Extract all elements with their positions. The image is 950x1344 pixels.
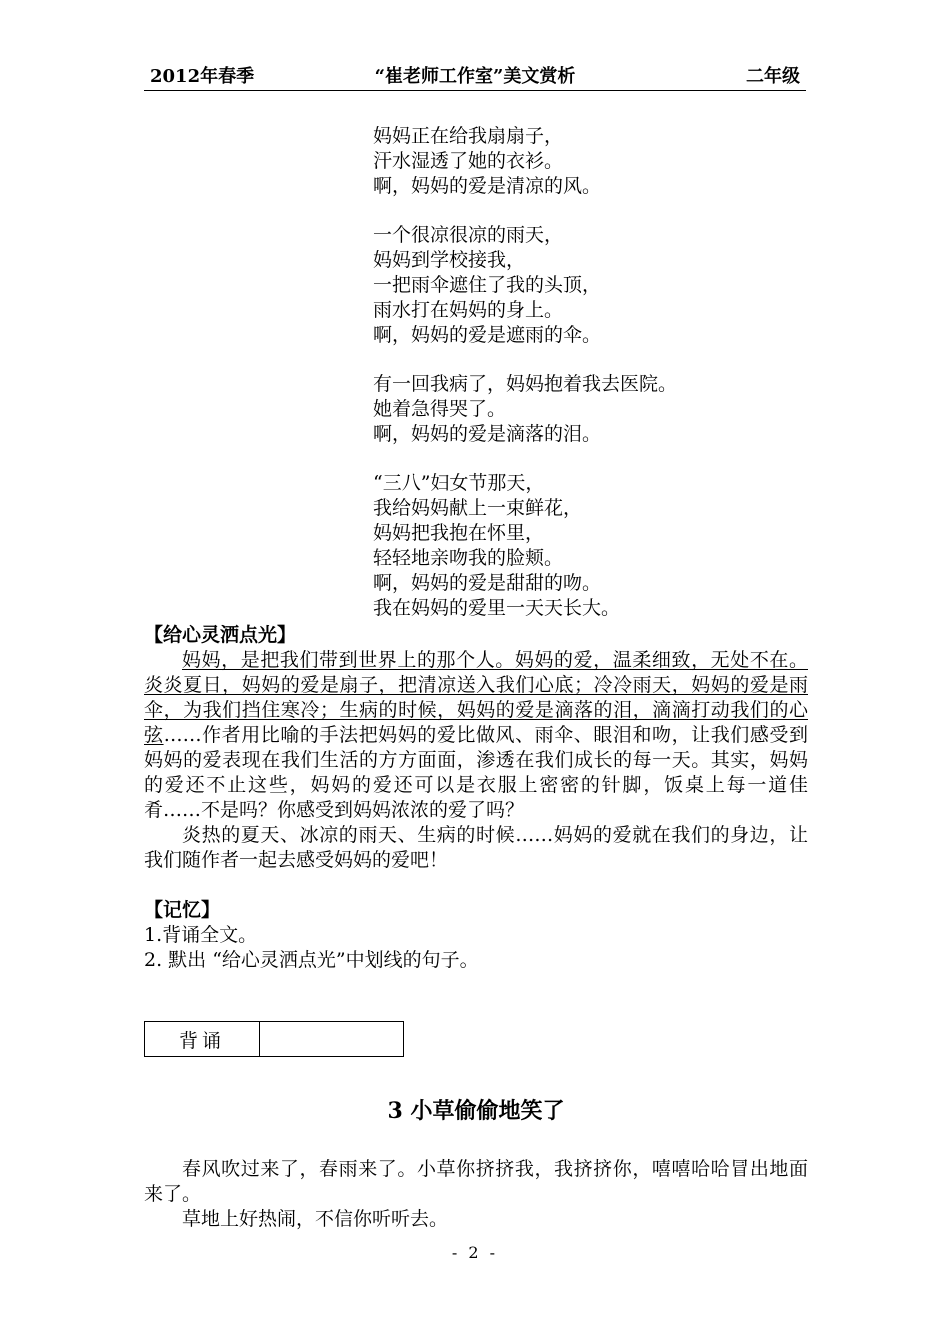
page-header (144, 66, 806, 91)
page-number: - 2 - (451, 1243, 499, 1262)
poem-line: 一个很凉很凉的雨天， (373, 224, 564, 246)
insight-title: 【给心灵洒点光】 (144, 624, 297, 646)
insight-paragraph-1 (144, 648, 808, 823)
poem-line: 我在妈妈的爱里一天天长大。 (373, 597, 621, 619)
poem-line: 汗水湿透了她的衣衫。 (373, 150, 564, 172)
commentary-section (144, 623, 808, 973)
underlined-sentences: 妈妈，是把我们带到世界上的那个人。妈妈的爱，温柔细致，无处不在。炎炎夏日，妈妈的爱是扇子，把清凉送入我们心底；冷冷雨天，妈妈的爱是雨伞，为我们挡住寒冷；生病的时候，妈妈的爱是滴落的泪，滴滴打动我们的心弦 (144, 649, 808, 746)
poem-line: 我给妈妈献上一束鲜花， (373, 497, 583, 519)
memory-item: 1.背诵全文。 (144, 924, 258, 946)
header-term: 2012年春季 (150, 66, 255, 87)
header-title: “崔老师工作室”美文赏析 (374, 66, 576, 87)
poem-line: “三八”妇女节那天， (373, 472, 545, 494)
poem-stanza (373, 372, 813, 447)
poem-stanza (373, 124, 813, 199)
poem-line: 啊，妈妈的爱是遮雨的伞。 (373, 324, 602, 346)
poem-line: 啊，妈妈的爱是滴落的泪。 (373, 423, 602, 445)
recite-check-cell[interactable] (260, 1022, 404, 1057)
header-grade: 二年级 (746, 66, 800, 87)
poem-line: 啊，妈妈的爱是清凉的风。 (373, 175, 602, 197)
chapter-title: 3 小草偷偷地笑了 (387, 1098, 565, 1124)
story-paragraph: 草地上好热闹，不信你听听去。 (182, 1208, 449, 1230)
spacer (144, 873, 808, 898)
poem-stanza (373, 471, 813, 621)
poem-line: 啊，妈妈的爱是甜甜的吻。 (373, 572, 602, 594)
poem-line: 一把雨伞遮住了我的头顶， (373, 274, 602, 296)
insight-paragraph-1-rest: ……作者用比喻的手法把妈妈的爱比做风、雨伞、眼泪和吻，让我们感受到妈妈的爱表现在我们生活的方方面面，渗透在我们成长的每一天。其实，妈妈的爱还不止这些，妈妈的爱还可以是衣服上密密的针脚，饭桌上每一道佳肴……不是吗？你感受到妈妈浓浓的爱了吗？ (144, 724, 808, 821)
memory-title: 【记忆】 (144, 899, 221, 921)
recite-table (144, 1021, 404, 1057)
recite-row (145, 1022, 404, 1057)
poem-line: 妈妈到学校接我， (373, 249, 526, 271)
poem-line: 雨水打在妈妈的身上。 (373, 299, 564, 321)
poem-line: 轻轻地亲吻我的脸颊。 (373, 547, 564, 569)
story-text (144, 1157, 808, 1232)
poem-line: 她着急得哭了。 (373, 398, 507, 420)
poem-line: 有一回我病了，妈妈抱着我去医院。 (373, 373, 678, 395)
poem-line: 妈妈把我抱在怀里， (373, 522, 545, 544)
poem (373, 124, 813, 645)
memory-item: 2. 默出 “给心灵洒点光”中划线的句子。 (144, 949, 479, 971)
recite-label: 背诵 (145, 1022, 260, 1057)
insight-paragraph-2: 炎热的夏天、冰凉的雨天、生病的时候……妈妈的爱就在我们的身边，让我们随作者一起去感受妈妈的爱吧！ (144, 824, 808, 871)
story-paragraph: 春风吹过来了，春雨来了。小草你挤挤我，我挤挤你，嘻嘻哈哈冒出地面来了。 (144, 1158, 808, 1205)
poem-stanza (373, 223, 813, 348)
poem-line: 妈妈正在给我扇扇子， (373, 125, 564, 147)
